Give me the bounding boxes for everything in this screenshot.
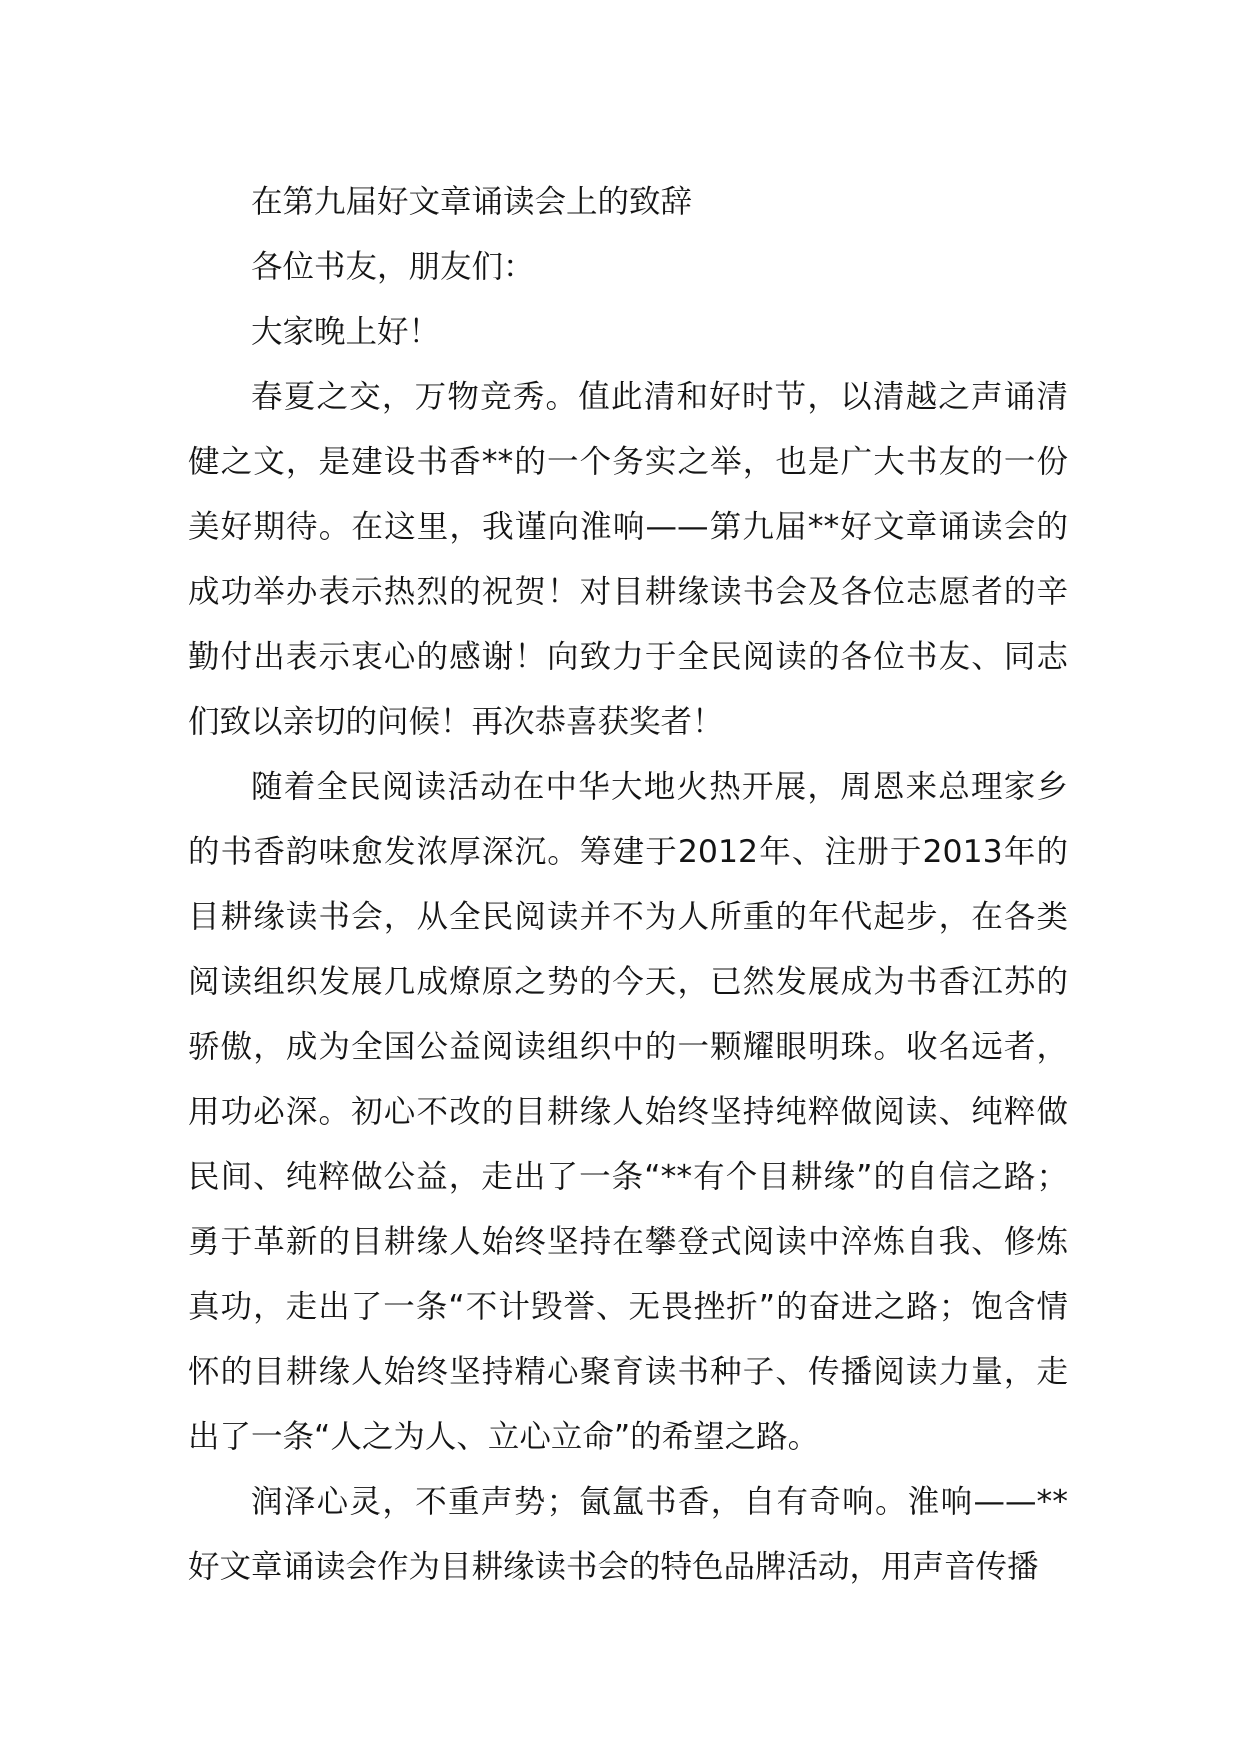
body-paragraph: 随着全民阅读活动在中华大地火热开展，周恩来总理家乡的书香韵味愈发浓厚深沉。筹建于2012年、注册于2013年的目耕缘读书会，从全民阅读并不为人所重的年代起步，在各类阅读组织发展几成燎原之势的今天，已然发展成为书香江苏的骄傲，成为全国公益阅读组织中的一颗耀眼明珠。收名远者，用功必深。初心不改的目耕缘人始终坚持纯粹做阅读、纯粹做民间、纯粹做公益，走出了一条“**有个目耕缘”的自信之路；勇于革新的目耕缘人始终坚持在攀登式阅读中淬炼自我、修炼真功，走出了一条“不计毁誉、无畏挫折”的奋进之路；饱含情怀的目耕缘人始终坚持精心聚育读书种子、传播阅读力量，走出了一条“人之为人、立心立命”的希望之路。 [188, 769, 1068, 1455]
body-paragraph: 春夏之交，万物竞秀。值此清和好时节，以清越之声诵清健之文，是建设书香**的一个务实之举，也是广大书友的一份美好期待。在这里，我谨向淮响——第九届**好文章诵读会的成功举办表示热烈的祝贺！对目耕缘读书会及各位志愿者的辛勤付出表示衷心的感谢！向致力于全民阅读的各位书友、同志们致以亲切的问候！再次恭喜获奖者！ [188, 379, 1068, 740]
speech-title: 在第九届好文章诵读会上的致辞 [251, 184, 693, 220]
greeting: 大家晚上好！ [251, 314, 441, 350]
body-paragraph: 润泽心灵，不重声势；氤氲书香，自有奇响。淮响——**好文章诵读会作为目耕缘读书会的特色品牌活动，用声音传播 [188, 1484, 1068, 1585]
salutation: 各位书友，朋友们： [251, 249, 535, 285]
document-body [188, 170, 1068, 1600]
